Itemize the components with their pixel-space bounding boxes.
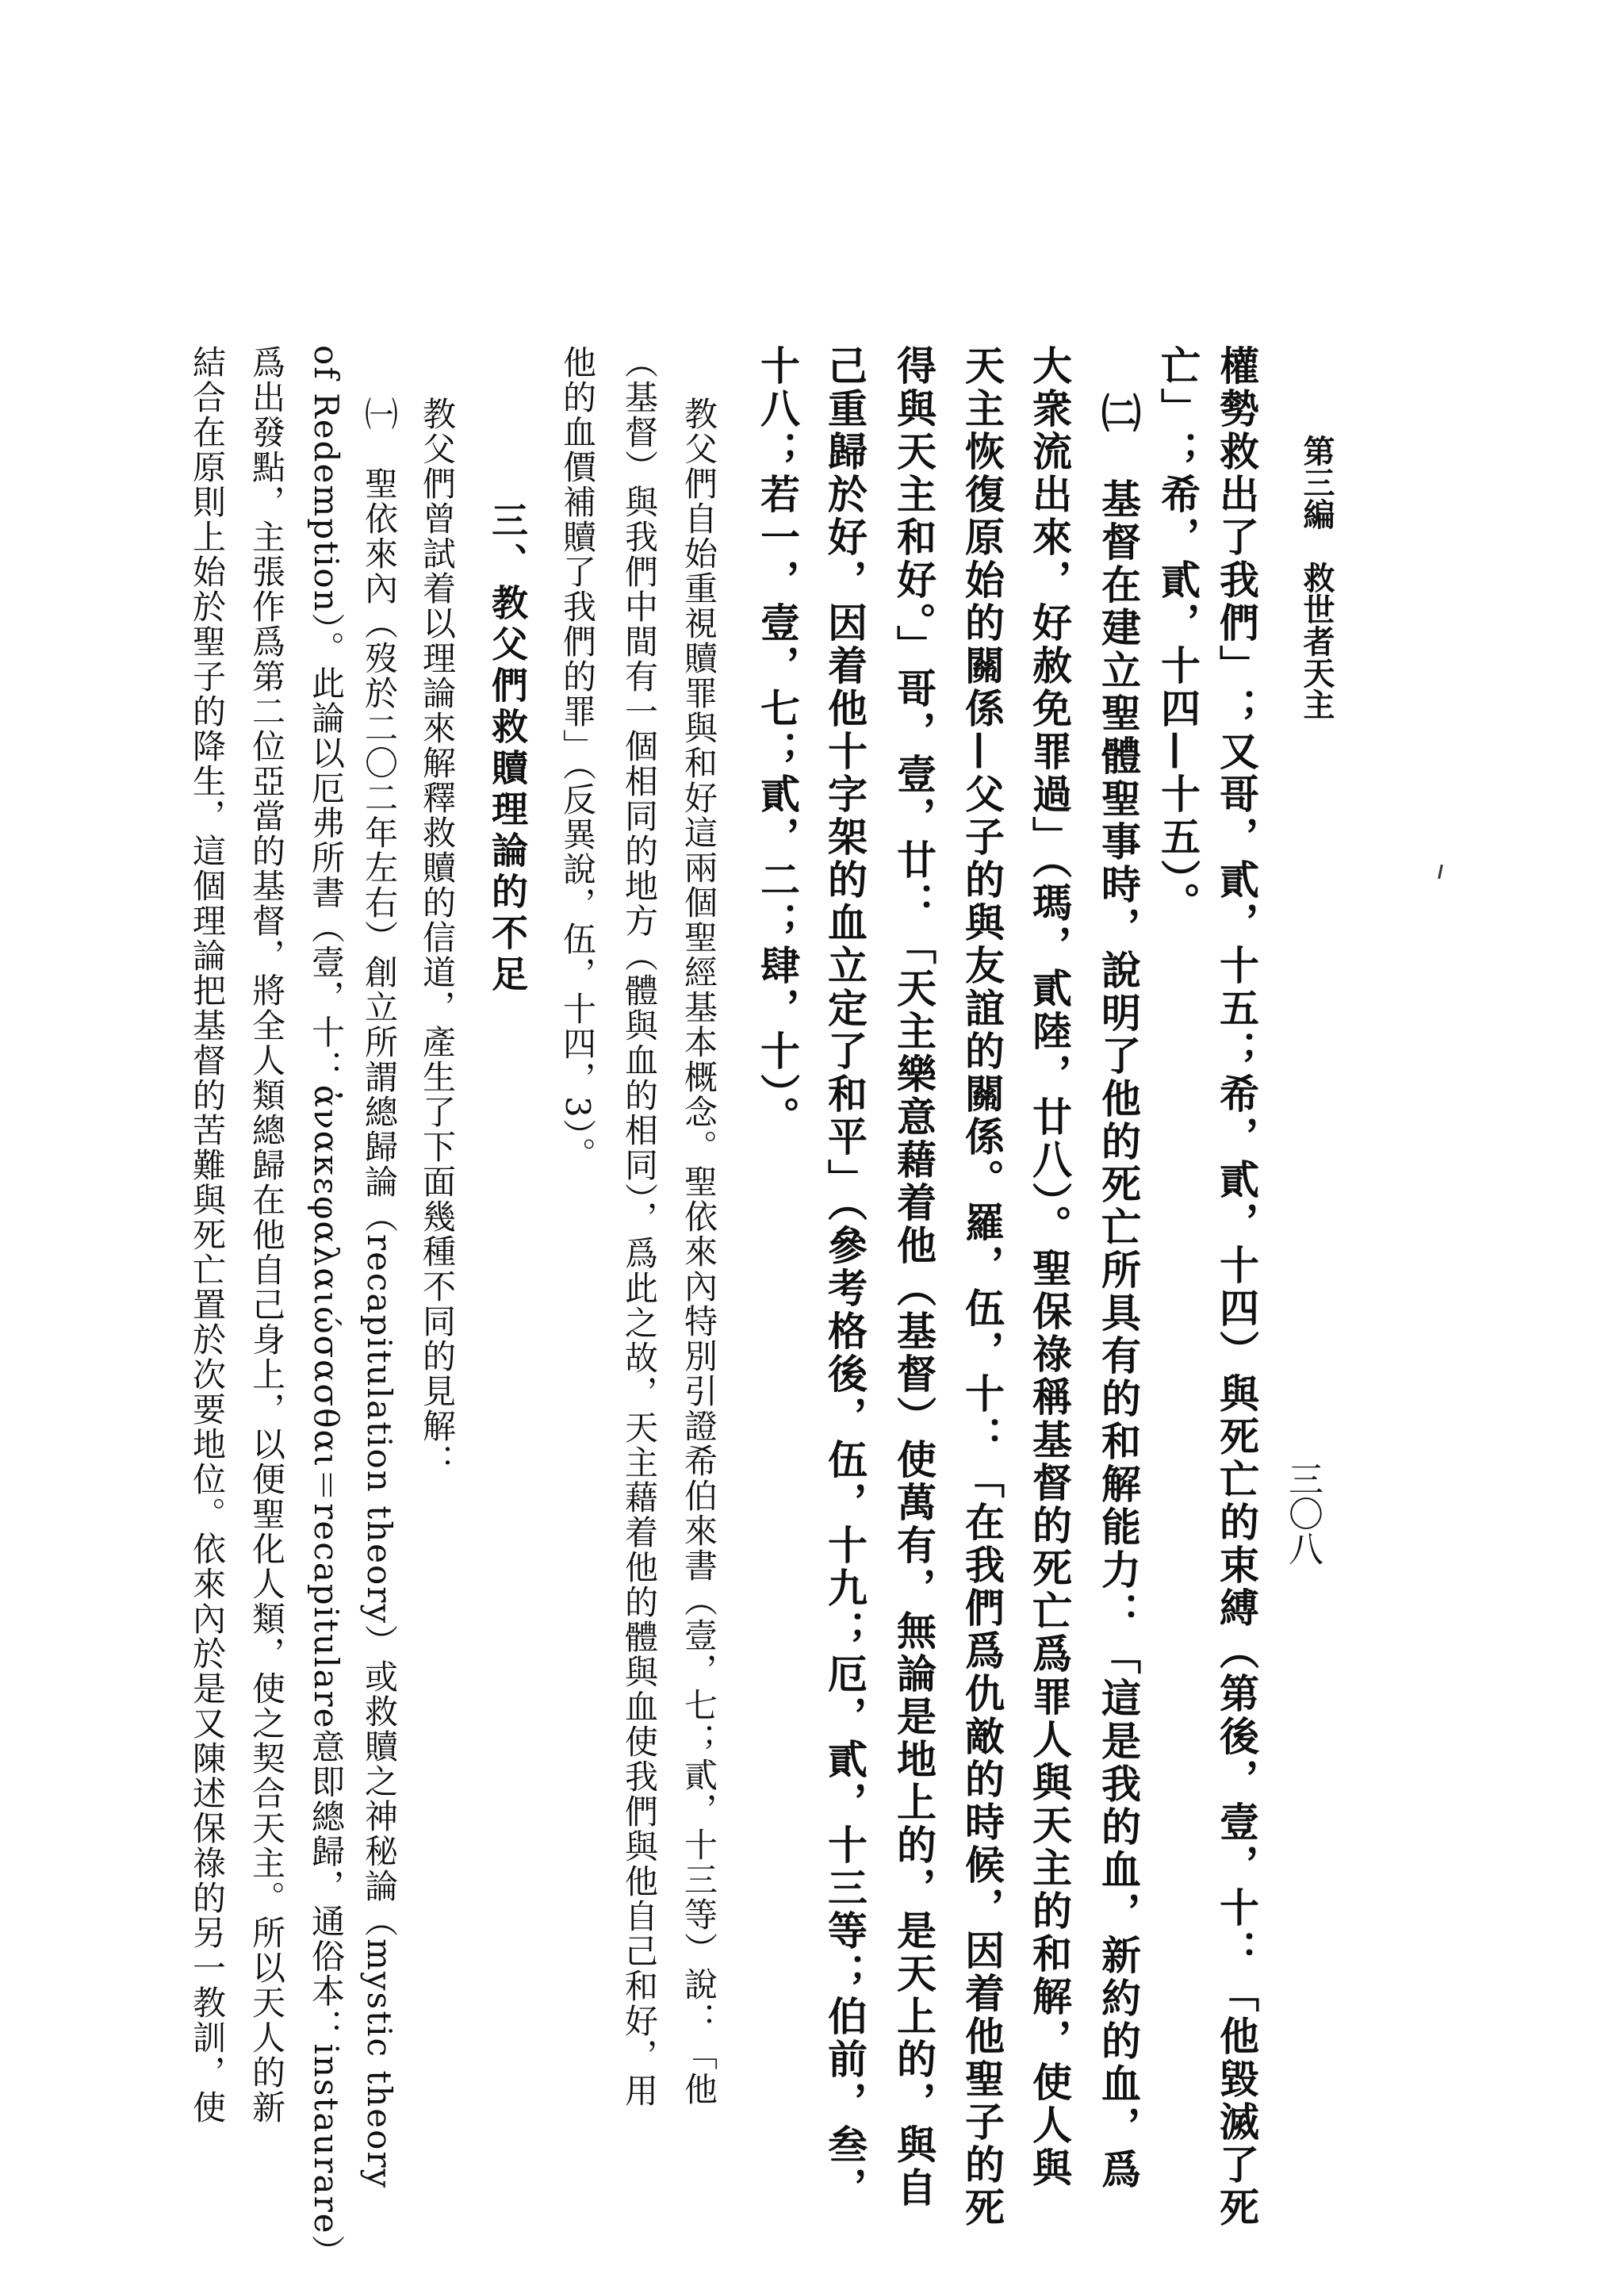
text-column-11: 他的血價補贖了我們的罪」（反異說，伍，十四，3）。 bbox=[558, 345, 597, 1172]
text-column-3: ㈡ 基督在建立聖體聖事時，說明了他的死亡所具有的和解能力：「這是我的血，新約的血，爲 bbox=[1095, 393, 1142, 2191]
section-heading: 三、教父們救贖理論的不足 bbox=[486, 501, 529, 996]
text-column-14: of Redemption）。此論以厄弗所書（壹，十：ἀνακεφαλαιώσασθαι＝recapitulare意即總歸，通俗本：instaurare） bbox=[307, 345, 346, 2270]
text-column-4: 大衆流出來，好赦免罪過」（瑪，貳陸，廿八）。聖保祿稱基督的死亡爲罪人與天主的和解，使人與 bbox=[1026, 345, 1073, 2190]
text-column-1: 權勢救出了我們」；又哥，貳，十五；希，貳，十四）與死亡的束縛（第後，壹，十：「他毀滅了死 bbox=[1213, 345, 1260, 2230]
text-column-15: 爲出發點，主張作爲第二位亞當的基督，將全人類總歸在他自己身上，以便聖化人類，使之契合天主。所以天人的新 bbox=[247, 345, 286, 2125]
text-column-13: ㈠ 聖依來內（歿於二〇二年左右）創立所謂總歸論（recapitulation theory）或救贖之神秘論（mystic theory bbox=[360, 397, 399, 2190]
page-number: 三〇八 bbox=[1282, 1461, 1323, 1566]
text-column-5: 天主恢復原始的關係—父子的與友誼的關係。羅，伍，十：「在我們爲仇敵的時候，因着他聖子的死 bbox=[959, 345, 1005, 2230]
text-column-12: 教父們曾試着以理論來解釋救贖的信道，產生了下面幾種不同的見解： bbox=[418, 397, 457, 1478]
stray-mark bbox=[1438, 865, 1443, 879]
text-column-7: 己重歸於好，因着他十字架的血立定了和平」（參考格後，伍，十九；厄，貳，十三等；伯前，叁， bbox=[822, 345, 868, 2210]
text-column-6: 得與天主和好。」哥，壹，廿：「天主樂意藉着他（基督）使萬有，無論是地上的，是天上的，與自 bbox=[891, 345, 937, 2210]
text-column-10: （基督）與我們中間有一個相同的地方（體與血的相同），爲此之故，天主藉着他的體與血使我們與他自己和好，用 bbox=[620, 345, 659, 2108]
text-column-2: 亡」；希，貳，十四—十五）。 bbox=[1155, 345, 1201, 925]
text-column-8: 十八；若一，壹，七；貳，二；肆，十）。 bbox=[754, 345, 801, 1139]
text-column-16: 結合在原則上始於聖子的降生，這個理論把基督的苦難與死亡置於次要地位。依來內於是又陳述保祿的另一教訓，使 bbox=[188, 345, 227, 2125]
running-header: 第三編 救世者天主 bbox=[1298, 435, 1335, 720]
text-column-9: 教父們自始重視贖罪與和好這兩個聖經基本概念。聖依來內特別引證希伯來書（壹，七；貳，十三等）說：「他 bbox=[680, 397, 718, 2107]
